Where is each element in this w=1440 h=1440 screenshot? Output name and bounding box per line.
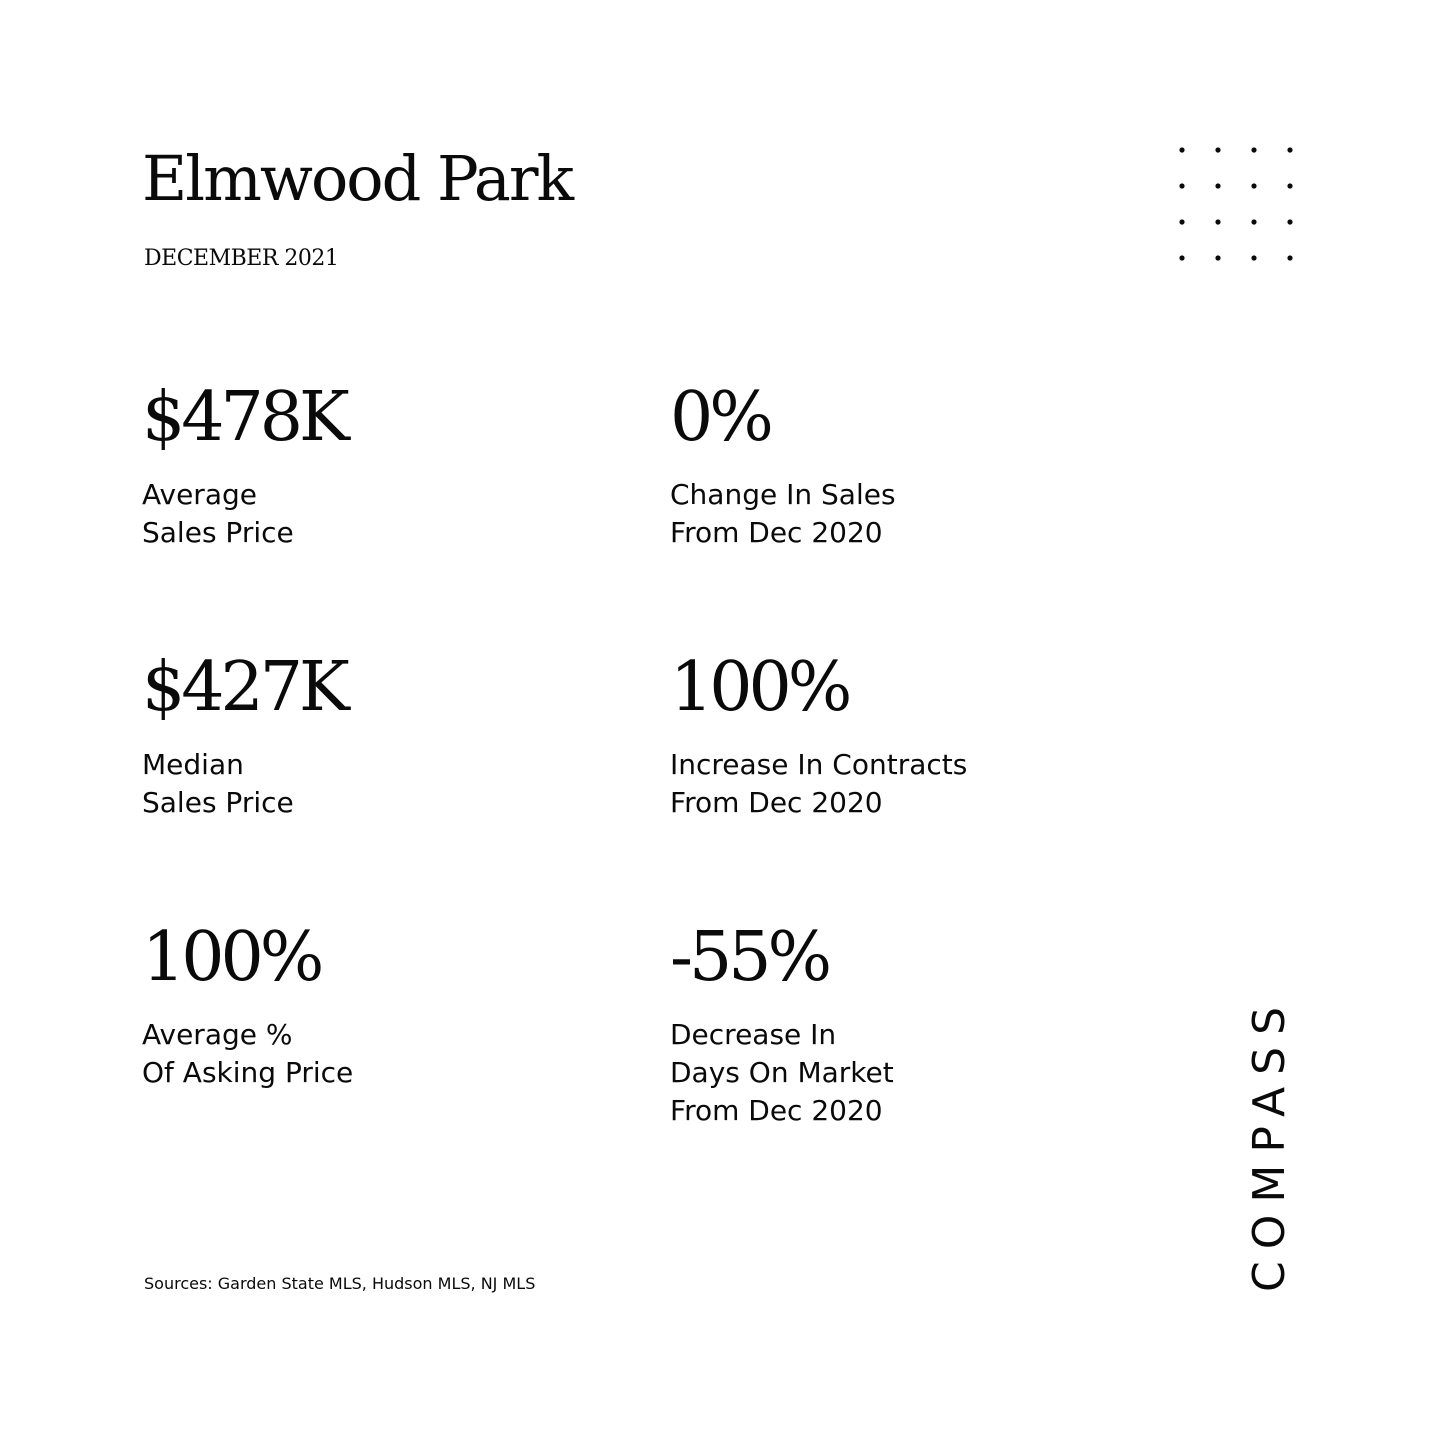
stat-value: 0%: [670, 378, 770, 457]
stat-days-on-market: [670, 918, 1150, 1130]
stat-value: $478K: [142, 378, 346, 457]
stat-label-line: Sales Price: [142, 516, 294, 549]
stat-label: [142, 746, 622, 822]
stat-value: 100%: [670, 648, 849, 727]
stat-label-line: From Dec 2020: [670, 1094, 883, 1127]
stat-label: [670, 746, 1150, 822]
stat-label-line: Days On Market: [670, 1056, 894, 1089]
stat-label: [670, 1016, 1150, 1130]
stat-label-line: Sales Price: [142, 786, 294, 819]
stat-label-line: Change In Sales: [670, 478, 896, 511]
stat-change-in-sales: [670, 378, 1150, 552]
sources-note: Sources: Garden State MLS, Hudson MLS, NJ MLS: [144, 1274, 536, 1293]
stat-value: $427K: [142, 648, 346, 727]
stat-label: [670, 476, 1150, 552]
stat-median-sales-price: [142, 648, 622, 822]
stat-average-sales-price: [142, 378, 622, 552]
stat-value: -55%: [670, 918, 829, 997]
stat-label-line: Median: [142, 748, 244, 781]
stat-value: 100%: [142, 918, 321, 997]
stat-label: [142, 476, 622, 552]
stat-label-line: From Dec 2020: [670, 516, 883, 549]
report-date: DECEMBER 2021: [144, 246, 339, 271]
stat-label-line: From Dec 2020: [670, 786, 883, 819]
stat-label-line: Of Asking Price: [142, 1056, 354, 1089]
stat-average-of-asking-price: [142, 918, 622, 1092]
dot-grid-icon: [1172, 140, 1304, 272]
stat-label: [142, 1016, 622, 1092]
stat-label-line: Increase In Contracts: [670, 748, 968, 781]
stat-label-line: Average: [142, 478, 257, 511]
stat-increase-in-contracts: [670, 648, 1150, 822]
stat-label-line: Average %: [142, 1018, 293, 1051]
stat-label-line: Decrease In: [670, 1018, 837, 1051]
page-title: Elmwood Park: [142, 142, 573, 215]
compass-logo: COMPASS: [1244, 995, 1295, 1292]
